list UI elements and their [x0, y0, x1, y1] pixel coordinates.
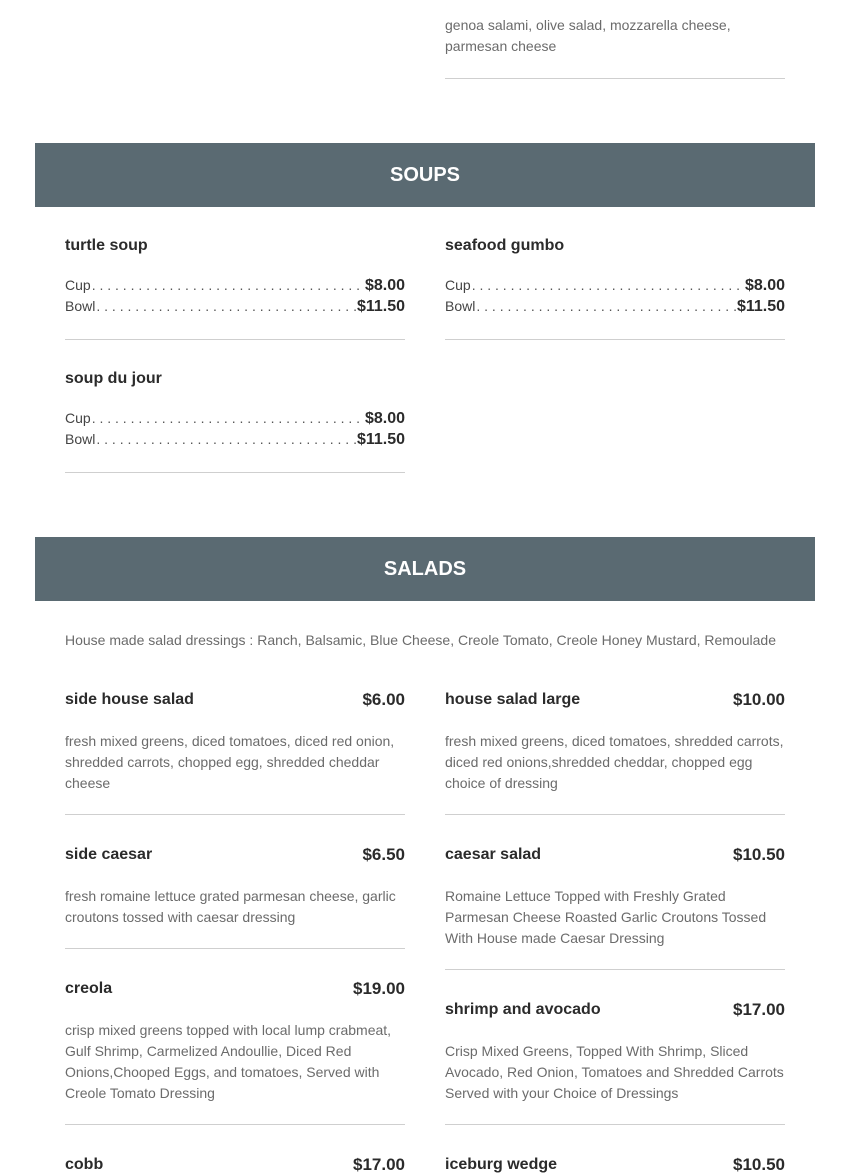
divider	[445, 969, 785, 970]
item-description: Crisp Mixed Greens, Topped With Shrimp, Sliced Avocado, Red Onion, Tomatoes and Shredded Carrots Served with your Choice of Dressings	[445, 1043, 784, 1101]
soup-item	[445, 237, 785, 319]
size-price-row: Bowl . . . $11.50	[65, 431, 405, 452]
divider	[445, 814, 785, 815]
item-name: creola	[65, 980, 113, 997]
item-price: $10.50	[733, 1155, 785, 1174]
item-name: house salad large	[445, 691, 581, 708]
divider	[65, 472, 405, 473]
divider	[445, 78, 785, 79]
item-price: $6.00	[362, 690, 405, 709]
divider	[445, 1124, 785, 1125]
divider	[65, 1124, 405, 1125]
item-price: $17.00	[353, 1155, 405, 1174]
item-description: crisp mixed greens topped with local lump crabmeat, Gulf Shrimp, Carmelized Andoullie, Diced Red Onions,Chooped Eggs, and tomatoes, Served with Creole Tomato Dressing	[65, 1022, 392, 1101]
item-price: $17.00	[733, 1000, 785, 1019]
size-price-row: Cup . . . $8.00	[65, 410, 405, 431]
section-header-soups: SOUPS	[35, 143, 815, 207]
size-price-row: Bowl . . . $11.50	[65, 298, 405, 319]
item-name: caesar salad	[445, 846, 542, 863]
divider	[65, 814, 405, 815]
item-name: turtle soup	[65, 237, 148, 254]
item-name: side caesar	[65, 846, 153, 863]
item-description: fresh mixed greens, diced tomatoes, shredded carrots, diced red onions,shredded cheddar, chopped egg choice of dressing	[445, 733, 784, 791]
dressings-note: House made salad dressings : Ranch, Balsamic, Blue Cheese, Creole Tomato, Creole Honey Mustard, Remoulade	[65, 632, 776, 648]
divider	[445, 339, 785, 340]
item-name: seafood gumbo	[445, 237, 565, 254]
item-name: iceburg wedge	[445, 1156, 558, 1173]
divider	[65, 339, 405, 340]
item-name: soup du jour	[65, 370, 162, 387]
size-price-row: Bowl . . . $11.50	[445, 298, 785, 319]
item-price: $19.00	[353, 979, 405, 998]
item-price: $10.00	[733, 690, 785, 709]
item-description: fresh romaine lettuce grated parmesan cheese, garlic croutons tossed with caesar dressing	[65, 888, 396, 925]
item-name: side house salad	[65, 691, 194, 708]
menu-item-description: genoa salami, olive salad, mozzarella cheese, parmesan cheese	[445, 17, 731, 54]
section-header-salads: SALADS	[35, 537, 815, 601]
item-price: $10.50	[733, 845, 785, 864]
item-name: shrimp and avocado	[445, 1001, 601, 1018]
size-price-row: Cup . . . $8.00	[65, 277, 405, 298]
item-name: cobb	[65, 1156, 104, 1173]
soup-item	[65, 370, 405, 452]
size-price-row: Cup . . . $8.00	[445, 277, 785, 298]
divider	[65, 948, 405, 949]
item-description: Romaine Lettuce Topped with Freshly Grated Parmesan Cheese Roasted Garlic Croutons Tossed With House made Caesar Dressing	[445, 888, 767, 946]
item-description: fresh mixed greens, diced tomatoes, diced red onion, shredded carrots, chopped egg, shredded cheddar cheese	[65, 733, 395, 791]
item-price: $6.50	[362, 845, 405, 864]
soup-item	[65, 237, 405, 319]
